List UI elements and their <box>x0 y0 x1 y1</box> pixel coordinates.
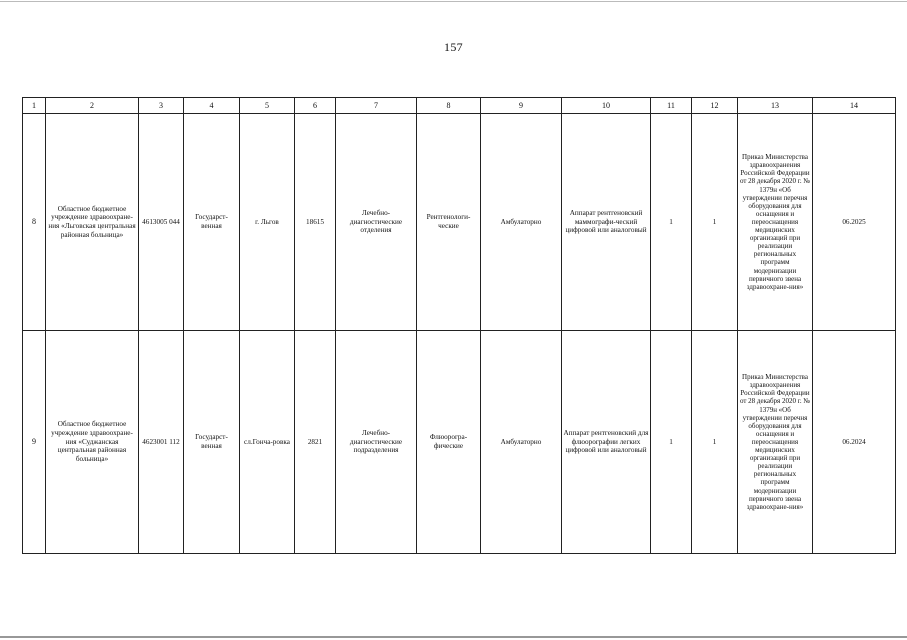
quantity-b: 1 <box>692 331 738 554</box>
care-conditions: Амбулаторно <box>481 114 562 331</box>
quantity-a: 1 <box>651 114 692 331</box>
table-row <box>23 114 896 331</box>
organization-name: Областное бюджетное учреждение здравоохране-ния «Льговская центральная районная больница» <box>46 114 139 331</box>
header-cell-14: 14 <box>813 98 896 114</box>
organization-name: Областное бюджетное учреждение здравоохране-ния «Суджанская центральная районная больница» <box>46 331 139 554</box>
locality: г. Льгов <box>240 114 295 331</box>
header-cell-8: 8 <box>417 98 481 114</box>
department: Лечебно-диагностические отделения <box>336 114 417 331</box>
deadline-date: 06.2025 <box>813 114 896 331</box>
header-cell-5: 5 <box>240 98 295 114</box>
ownership-type: Государст-венная <box>184 331 240 554</box>
equipment-table <box>22 97 896 554</box>
row-number: 8 <box>23 114 46 331</box>
equipment-name: Аппарат рентгеновский маммографи-ческий цифровой или аналоговый <box>562 114 651 331</box>
locality: сл.Гонча-ровка <box>240 331 295 554</box>
header-cell-4: 4 <box>184 98 240 114</box>
header-cell-2: 2 <box>46 98 139 114</box>
header-cell-13: 13 <box>738 98 813 114</box>
header-cell-7: 7 <box>336 98 417 114</box>
quantity-a: 1 <box>651 331 692 554</box>
department: Лечебно-диагностические подразделения <box>336 331 417 554</box>
unit-type: Флюорогра-фические <box>417 331 481 554</box>
header-cell-9: 9 <box>481 98 562 114</box>
header-cell-1: 1 <box>23 98 46 114</box>
regulation-basis: Приказ Министерства здравоохранения Российской Федерации от 28 декабря 2020 г. № 1379н «Об утверждении перечня оборудования для оснащения и переоснащения медицинских организаций при реализации региональных программ модернизации первичного звена здравоохране-ния» <box>738 114 813 331</box>
header-row <box>23 98 896 114</box>
population: 18615 <box>295 114 336 331</box>
ownership-type: Государст-венная <box>184 114 240 331</box>
row-number: 9 <box>23 331 46 554</box>
header-cell-11: 11 <box>651 98 692 114</box>
org-code: 4613005 044 <box>139 114 184 331</box>
equipment-name: Аппарат рентгеновский для флюорографии легких цифровой или аналоговый <box>562 331 651 554</box>
regulation-basis: Приказ Министерства здравоохранения Российской Федерации от 28 декабря 2020 г. № 1379н «Об утверждении перечня оборудования для оснащения и переоснащения медицинских организаций при реализации региональных программ модернизации первичного звена здравоохране-ния» <box>738 331 813 554</box>
care-conditions: Амбулаторно <box>481 331 562 554</box>
page-number: 157 <box>444 40 463 54</box>
header-cell-10: 10 <box>562 98 651 114</box>
header-cell-12: 12 <box>692 98 738 114</box>
deadline-date: 06.2024 <box>813 331 896 554</box>
unit-type: Рентгенологи-ческие <box>417 114 481 331</box>
scan-bottom-edge <box>0 636 907 638</box>
scan-top-edge <box>0 1 907 2</box>
quantity-b: 1 <box>692 114 738 331</box>
org-code: 4623001 112 <box>139 331 184 554</box>
population: 2821 <box>295 331 336 554</box>
header-cell-6: 6 <box>295 98 336 114</box>
table-row <box>23 331 896 554</box>
header-cell-3: 3 <box>139 98 184 114</box>
